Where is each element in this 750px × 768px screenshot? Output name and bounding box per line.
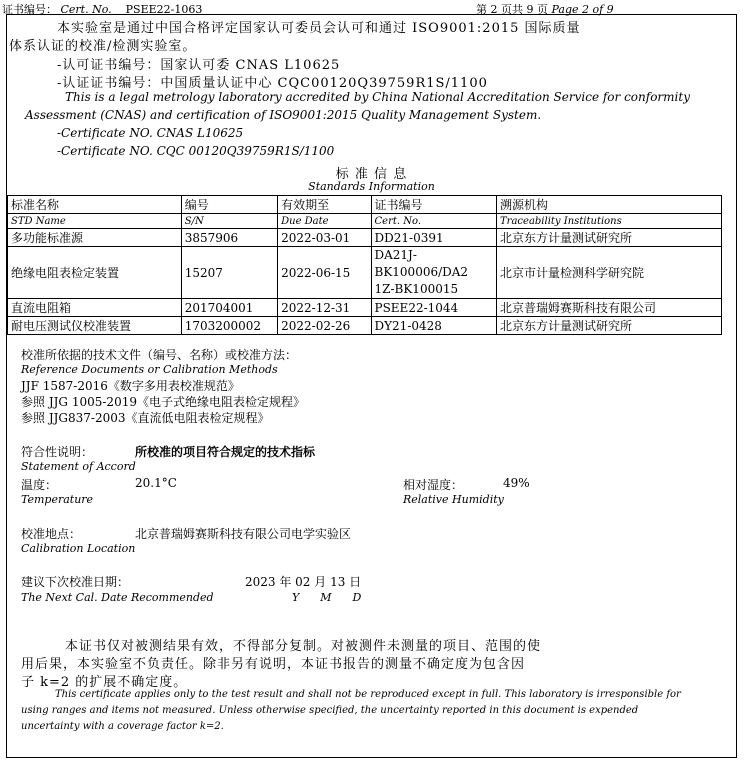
header-cert-no-cn: 证书编号 xyxy=(371,196,497,214)
header-due-date-cn: 有效期至 xyxy=(278,196,371,214)
accord-value: 所校准的项目符合规定的技术指标 xyxy=(135,445,316,459)
page-cn: 第 2 页共 9 页 xyxy=(476,3,548,16)
certificate-frame xyxy=(6,14,737,758)
cert-label-cn: 证书编号： xyxy=(2,3,57,16)
header-traceability-cn: 溯源机构 xyxy=(497,196,722,214)
cell-traceability: 北京市计量检测科学研究院 xyxy=(497,247,722,299)
cell-sn: 1703200002 xyxy=(181,317,277,335)
footer-en-line3: uncertainty with a coverage factor k=2. xyxy=(21,721,224,732)
table-header-row-en xyxy=(8,214,722,229)
intro-en-line2: Assessment (CNAS) and certification of ISO9001:2015 Quality Management System. xyxy=(25,108,542,122)
cell-sn: 15207 xyxy=(181,247,277,299)
standards-table xyxy=(7,195,722,335)
reference-doc-1: JJF 1587-2016《数字多用表校准规范》 xyxy=(21,379,240,393)
cell-due-date: 2022-03-01 xyxy=(278,229,371,247)
cell-std-name: 耐电压测试仪校准装置 xyxy=(8,317,182,335)
header-traceability-en: Traceability Institutions xyxy=(497,214,722,229)
table-row xyxy=(8,317,722,335)
page-en: Page 2 of 9 xyxy=(551,3,614,16)
next-cal-label-cn: 建议下次校准日期： xyxy=(21,575,130,589)
location-label-cn: 校准地点： xyxy=(21,527,82,541)
intro-cn-cert1: -认可证书编号：国家认可委 CNAS L10625 xyxy=(57,58,341,73)
cell-std-name: 多功能标准源 xyxy=(8,229,182,247)
temp-value: 20.1°C xyxy=(135,476,177,490)
cert-line: BK100006/DA2 xyxy=(374,265,469,279)
footer-en-line1: This certificate applies only to the test result and shall not be reproduced except in full. This laboratory is irresponsible for xyxy=(55,689,681,700)
standards-title-cn: 标 准 信 息 xyxy=(335,167,408,182)
cell-sn: 3857906 xyxy=(181,229,277,247)
table-row xyxy=(8,247,722,299)
cell-traceability: 北京普瑞姆赛斯科技有限公司 xyxy=(497,299,722,317)
reference-label-cn: 校准所依据的技术文件（编号、名称）或校准方法： xyxy=(21,348,298,362)
intro-en-line1: This is a legal metrology laboratory accredited by China National Accreditation Service for conformity xyxy=(65,90,690,104)
next-cal-value: 2023 年 02 月 13 日 xyxy=(245,575,362,589)
cell-due-date: 2022-06-15 xyxy=(278,247,371,299)
table-row xyxy=(8,229,722,247)
location-value: 北京普瑞姆赛斯科技有限公司电学实验区 xyxy=(135,527,352,541)
reference-doc-2: 参照 JJG 1005-2019《电子式绝缘电阻表检定规程》 xyxy=(21,395,305,409)
intro-cn-line2: 体系认证的校准/检测实验室。 xyxy=(9,39,197,54)
intro-en-cert2: -Certificate NO. CQC 00120Q39759R1S/1100 xyxy=(57,144,335,158)
humidity-value: 49% xyxy=(503,476,530,490)
header-sn-cn: 编号 xyxy=(181,196,277,214)
intro-cn-line1: 本实验室是通过中国合格评定国家认可委员会认可和通过 ISO9001:2015 国际质量 xyxy=(57,21,581,36)
header-cert-no-en: Cert. No. xyxy=(371,214,497,229)
next-cal-label-en: The Next Cal. Date Recommended xyxy=(21,591,214,604)
header-std-name-en: STD Name xyxy=(8,214,182,229)
intro-cn-cert2: -认证证书编号：中国质量认证中心 CQC00120Q39759R1S/1100 xyxy=(57,76,488,91)
table-row xyxy=(8,299,722,317)
temp-label-en: Temperature xyxy=(21,493,94,506)
cert-line: 1Z-BK100015 xyxy=(374,282,459,296)
cert-line: DA21J- xyxy=(374,248,417,262)
cert-label-en: Cert. No. xyxy=(60,3,112,16)
header-due-date-en: Due Date xyxy=(278,214,371,229)
cell-cert-no: DD21-0391 xyxy=(371,229,497,247)
location-label-en: Calibration Location xyxy=(21,542,136,555)
cell-traceability: 北京东方计量测试研究所 xyxy=(497,317,722,335)
cell-due-date: 2022-02-26 xyxy=(278,317,371,335)
footer-cn-line2: 用后果，本实验室不负责任。除非另有说明，本证书报告的测量不确定度为包含因 xyxy=(21,657,526,672)
cell-std-name: 直流电阻箱 xyxy=(8,299,182,317)
humidity-label-cn: 相对湿度： xyxy=(403,478,464,492)
next-cal-ymd: Y M D xyxy=(292,591,362,604)
cell-cert-no: PSEE22-1044 xyxy=(371,299,497,317)
humidity-label-en: Relative Humidity xyxy=(403,493,504,506)
cell-std-name: 绝缘电阻表检定装置 xyxy=(8,247,182,299)
header-sn-en: S/N xyxy=(181,214,277,229)
footer-cn-line1: 本证书仅对被测结果有效，不得部分复制。对被测件未测量的项目、范围的使 xyxy=(65,639,542,654)
reference-doc-3: 参照 JJG837-2003《直流低电阻表检定规程》 xyxy=(21,411,270,425)
temp-label-cn: 温度： xyxy=(21,478,58,492)
header-std-name-cn: 标准名称 xyxy=(8,196,182,214)
cell-cert-no: DY21-0428 xyxy=(371,317,497,335)
cell-cert-no-multiline xyxy=(371,247,497,299)
cert-number: PSEE22-1063 xyxy=(125,3,203,16)
reference-label-en: Reference Documents or Calibration Methods xyxy=(21,363,278,376)
intro-en-cert1: -Certificate NO. CNAS L10625 xyxy=(57,126,244,140)
cell-due-date: 2022-12-31 xyxy=(278,299,371,317)
footer-cn-line3: 子 k=2 的扩展不确定度。 xyxy=(21,675,188,690)
footer-en-line2: using ranges and items not measured. Unless otherwise specified, the uncertainty reported in this document is expended xyxy=(21,705,639,716)
accord-label-en: Statement of Accord xyxy=(21,460,136,473)
table-header-row-cn xyxy=(8,196,722,214)
cell-sn: 201704001 xyxy=(181,299,277,317)
cell-traceability: 北京东方计量测试研究所 xyxy=(497,229,722,247)
accord-label-cn: 符合性说明： xyxy=(21,445,94,459)
standards-title-en: Standards Information xyxy=(308,180,435,193)
